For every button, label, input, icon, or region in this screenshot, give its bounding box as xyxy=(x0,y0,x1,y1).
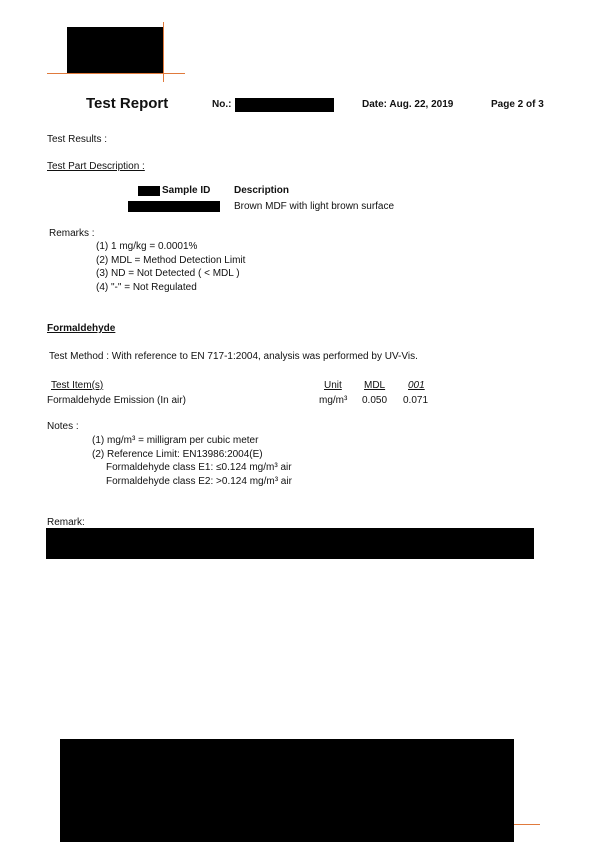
col-header-unit: Unit xyxy=(324,380,342,391)
col-header-mdl: MDL xyxy=(364,380,386,391)
footer-corner-mark xyxy=(514,824,540,825)
corner-mark-line xyxy=(163,22,164,82)
remarks-label: Remarks : xyxy=(49,228,95,239)
table-row-item: Formaldehyde Emission (In air) xyxy=(47,395,186,406)
note-item: (2) Reference Limit: EN13986:2004(E) xyxy=(92,449,263,460)
description-header: Description xyxy=(234,185,290,196)
col-header-sample: 001 xyxy=(408,380,425,391)
remark-redacted xyxy=(46,528,534,559)
note-item: Formaldehyde class E2: >0.124 mg/m³ air xyxy=(106,476,292,487)
report-no-label: No.: xyxy=(212,99,232,110)
test-part-description-label: Test Part Description : xyxy=(47,161,145,172)
notes-label: Notes : xyxy=(47,421,79,432)
formaldehyde-heading: Formaldehyde xyxy=(47,323,116,334)
test-results-label: Test Results : xyxy=(47,134,108,145)
page-indicator: Page 2 of 3 xyxy=(491,99,544,110)
remark-item: (3) ND = Not Detected ( < MDL ) xyxy=(96,268,240,279)
sample-id-redacted xyxy=(128,201,220,212)
sample-id-prefix-redacted xyxy=(138,186,160,196)
note-item: Formaldehyde class E1: ≤0.124 mg/m³ air xyxy=(106,462,292,473)
logo-redacted xyxy=(67,27,164,74)
corner-mark-line xyxy=(47,73,185,74)
sample-id-header: Sample ID xyxy=(162,185,211,196)
note-item: (1) mg/m³ = milligram per cubic meter xyxy=(92,435,259,446)
table-row-mdl: 0.050 xyxy=(362,395,388,406)
test-method: Test Method : With reference to EN 717-1:2004, analysis was performed by UV-Vis. xyxy=(49,351,418,362)
remark-item: (2) MDL = Method Detection Limit xyxy=(96,255,246,266)
report-no-redacted xyxy=(235,98,334,112)
report-date: Date: Aug. 22, 2019 xyxy=(362,99,454,110)
remark-item: (1) 1 mg/kg = 0.0001% xyxy=(96,241,198,252)
remark-label: Remark: xyxy=(47,517,85,528)
sample-description: Brown MDF with light brown surface xyxy=(234,201,395,212)
col-header-test-item: Test Item(s) xyxy=(51,380,104,391)
report-title: Test Report xyxy=(86,95,169,112)
table-row-unit: mg/m³ xyxy=(319,395,348,406)
table-row-sample-value: 0.071 xyxy=(403,395,429,406)
footer-redacted xyxy=(60,739,514,842)
remark-item: (4) "-" = Not Regulated xyxy=(96,282,197,293)
